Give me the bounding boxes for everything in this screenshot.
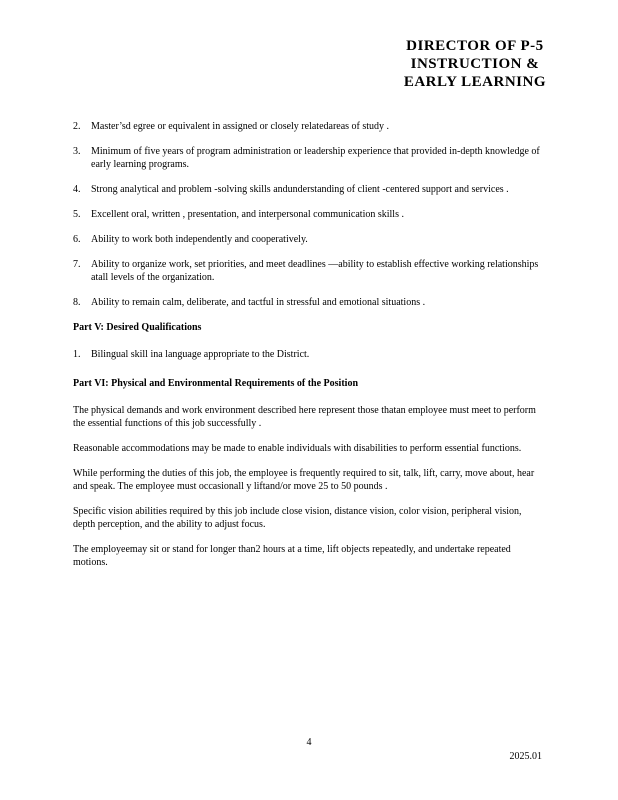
- list-item: [73, 183, 545, 196]
- list-item: [73, 258, 545, 284]
- list-item-text: Strong analytical and problem -solving skills andunderstanding of client -centered support and services .: [91, 184, 509, 195]
- document-body: [73, 120, 545, 581]
- job-title: [404, 37, 546, 91]
- list-item-text: Ability to organize work, set priorities, and meet deadlines —ability to establish effective working relationships atall levels of the organization.: [91, 259, 539, 283]
- list-item-number: 2.: [73, 121, 81, 132]
- list-item-number: 4.: [73, 184, 81, 195]
- list-item-number: 1.: [73, 349, 81, 360]
- list-item-number: 3.: [73, 146, 81, 157]
- paragraph: The employeemay sit or stand for longer than2 hours at a time, lift objects repeatedly, and undertake repeated motions.: [73, 544, 511, 568]
- section-heading-part-6: Part VI: Physical and Environmental Requirements of the Position: [73, 378, 359, 389]
- list-item-text: Ability to remain calm, deliberate, and tactful in stressful and emotional situations .: [91, 297, 426, 308]
- revision-date: 2025.01: [509, 751, 542, 762]
- list-item-number: 5.: [73, 209, 81, 220]
- list-item-number: 7.: [73, 259, 81, 270]
- list-item-text: Master’sd egree or equivalent in assigned or closely relatedareas of study .: [91, 121, 390, 132]
- list-item: [73, 348, 545, 361]
- list-item: [73, 233, 545, 246]
- paragraph: Specific vision abilities required by this job include close vision, distance vision, color vision, peripheral vision, depth perception, and the ability to adjust focus.: [73, 506, 522, 530]
- job-title-line-3: EARLY LEARNING: [403, 74, 546, 90]
- page-number: 4: [306, 737, 312, 748]
- list-item-text: Excellent oral, written , presentation, and interpersonal communication skills .: [91, 209, 404, 220]
- list-item-text: Bilingual skill ina language appropriate to the District.: [91, 349, 310, 360]
- paragraph: Reasonable accommodations may be made to enable individuals with disabilities to perform essential functions.: [73, 443, 522, 454]
- list-item-number: 6.: [73, 234, 81, 245]
- list-item: [73, 208, 545, 221]
- job-title-line-2: INSTRUCTION &: [410, 56, 540, 72]
- list-item: [73, 120, 545, 133]
- paragraph: The physical demands and work environment described here represent those thatan employee must meet to perform the essential functions of this job successfully .: [73, 405, 536, 429]
- list-item: [73, 296, 545, 309]
- list-item: [73, 145, 545, 171]
- job-title-line-1: DIRECTOR OF P-5: [406, 38, 544, 54]
- section-heading-part-5: Part V: Desired Qualifications: [73, 322, 202, 333]
- list-item-text: Minimum of five years of program administration or leadership experience that provided in-depth knowledge of early learning programs.: [91, 146, 540, 170]
- list-item-text: Ability to work both independently and cooperatively.: [91, 234, 308, 245]
- list-item-number: 8.: [73, 297, 81, 308]
- paragraph: While performing the duties of this job, the employee is frequently required to sit, talk, lift, carry, move about, hear and speak. The employee must occasionall y liftand/or move 25 to 50 pounds .: [73, 468, 535, 492]
